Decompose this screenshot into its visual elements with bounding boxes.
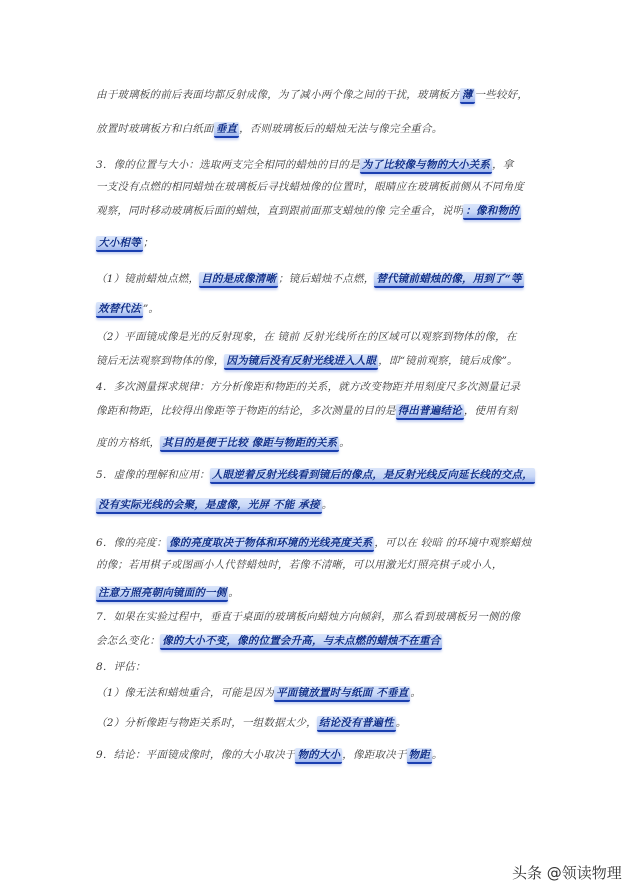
highlighted-answer: 结论没有普遍性 bbox=[317, 716, 396, 732]
line-text: 4．多次测量探求规律：方分析像距和物距的关系，就方改变物距并用刻度尺多次测量记录 bbox=[96, 381, 521, 393]
text-line bbox=[96, 634, 566, 650]
text-line bbox=[96, 660, 566, 674]
line-text: （1）镜前蜡烛点燃， bbox=[96, 273, 200, 285]
highlighted-answer: 物的大小 bbox=[295, 748, 342, 764]
line-text: 。 bbox=[395, 717, 407, 729]
line-text: 由于玻璃板的前后表面均都反射成像，为了减小两个像之间的干扰，玻璃板方 bbox=[96, 89, 460, 101]
line-text: （1）像无法和蜡烛重合，可能是因为 bbox=[96, 687, 275, 699]
highlighted-answer: 平面镜放置时与纸面 不垂直 bbox=[274, 686, 410, 702]
line-text: 度的方格纸， bbox=[96, 437, 161, 449]
line-text: ，像距取决于 bbox=[342, 749, 407, 761]
text-line bbox=[96, 204, 566, 220]
line-text: 一些较好， bbox=[474, 89, 529, 101]
line-text: 5．虚像的理解和应用： bbox=[96, 469, 210, 481]
text-line bbox=[96, 404, 566, 420]
line-text: 。 bbox=[321, 499, 333, 511]
text-line bbox=[96, 436, 566, 452]
highlighted-answer: ：像和物的 bbox=[463, 204, 521, 220]
line-text: 的像；若用棋子或图画小人代替蜡烛时，若像不清晰，可以用激光灯照亮棋子或小人， bbox=[96, 559, 503, 571]
text-line bbox=[96, 180, 566, 194]
line-text: 。 bbox=[228, 587, 240, 599]
highlighted-answer: 目的是成像清晰 bbox=[199, 272, 278, 288]
line-text: ； bbox=[142, 237, 154, 249]
text-line bbox=[96, 498, 566, 514]
line-text: 放置时玻璃板方和白纸面 bbox=[96, 123, 214, 135]
highlighted-answer: 替代镜前蜡烛的像，用到了“等 bbox=[374, 272, 523, 288]
highlighted-answer: 因为镜后没有反射光线进入人眼 bbox=[224, 354, 378, 370]
line-text: 8．评估： bbox=[96, 661, 146, 673]
text-line bbox=[96, 236, 566, 252]
highlighted-answer: 像的大小不变，像的位置会升高，与未点燃的蜡烛不在重合 bbox=[160, 634, 442, 650]
line-text: （2）分析像距与物距关系时，一组数据太少， bbox=[96, 717, 317, 729]
text-line bbox=[96, 558, 566, 572]
text-line bbox=[96, 610, 566, 624]
line-text: （2）平面镜成像是光的反射现象，在 镜前 反射光线所在的区域可以观察到物体的像，在 bbox=[96, 331, 517, 343]
text-line bbox=[96, 716, 566, 732]
highlighted-answer: 得出普遍结论 bbox=[396, 404, 464, 420]
highlighted-answer: 垂直 bbox=[214, 122, 239, 138]
highlighted-answer: 人眼逆着反射光线看到镜后的像点，是反射光线反向延长线的交点， bbox=[210, 468, 535, 484]
text-line bbox=[96, 354, 566, 370]
highlighted-answer: 其目的是便于比较 像距与物距的关系 bbox=[160, 436, 339, 452]
line-text: ；镜后蜡烛不点燃， bbox=[278, 273, 375, 285]
text-line bbox=[96, 748, 566, 764]
line-text: ，否则玻璃板后的蜡烛无法与像完全重合。 bbox=[239, 123, 443, 135]
line-text: ”。 bbox=[142, 303, 160, 315]
text-line bbox=[96, 380, 566, 394]
watermark: 头条 @领读物理 bbox=[512, 864, 622, 882]
highlighted-answer: 没有实际光线的会聚，是虚像，光屏 不能 承接 bbox=[96, 498, 322, 514]
line-text: ，使用有刻 bbox=[463, 405, 518, 417]
highlighted-answer: 薄 bbox=[460, 88, 475, 104]
highlighted-answer: 效替代法 bbox=[96, 302, 143, 318]
text-line bbox=[96, 330, 566, 344]
text-line bbox=[96, 88, 566, 104]
text-line bbox=[96, 536, 566, 552]
line-text: 。 bbox=[410, 687, 422, 699]
line-text: 镜后无法观察到物体的像， bbox=[96, 355, 225, 367]
line-text: 会怎么变化： bbox=[96, 635, 161, 647]
line-text: 6．像的亮度： bbox=[96, 537, 168, 549]
highlighted-answer: 注意方照亮朝向镜面的一侧 bbox=[96, 586, 228, 602]
text-line bbox=[96, 302, 566, 318]
line-text: ，可以在 较暗 的环境中观察蜡烛 bbox=[374, 537, 532, 549]
line-text: ，即“镜前观察，镜后成像”。 bbox=[378, 355, 518, 367]
line-text: ，拿 bbox=[492, 159, 514, 171]
text-line bbox=[96, 468, 566, 484]
highlighted-answer: 大小相等 bbox=[96, 236, 143, 252]
line-text: 3．像的位置与大小：选取两支完全相同的蜡烛的目的是 bbox=[96, 159, 360, 171]
line-text: 一支没有点燃的相同蜡烛在玻璃板后寻找蜡烛像的位置时，眼睛应在玻璃板前侧从不同角度 bbox=[96, 181, 524, 193]
line-text: 7．如果在实验过程中，垂直于桌面的玻璃板向蜡烛方向倾斜，那么看到玻璃板另一侧的像 bbox=[96, 611, 521, 623]
line-text: 像距和物距，比较得出像距等于物距的结论，多次测量的目的是 bbox=[96, 405, 396, 417]
line-text: 观察，同时移动玻璃板后面的蜡烛，直到跟前面那支蜡烛的像 完全重合，说明 bbox=[96, 205, 464, 217]
text-line bbox=[96, 122, 566, 138]
highlighted-answer: 为了比较像与物的大小关系 bbox=[360, 158, 492, 174]
text-line bbox=[96, 686, 566, 702]
line-text: 。 bbox=[339, 437, 350, 449]
text-line bbox=[96, 158, 566, 174]
highlighted-answer: 像的亮度取决于物体和环境的光线亮度关系 bbox=[167, 536, 374, 552]
line-text: 。 bbox=[431, 749, 443, 761]
text-line bbox=[96, 586, 566, 602]
line-text: 9．结论：平面镜成像时，像的大小取决于 bbox=[96, 749, 296, 761]
text-line bbox=[96, 272, 566, 288]
highlighted-answer: 物距 bbox=[407, 748, 432, 764]
